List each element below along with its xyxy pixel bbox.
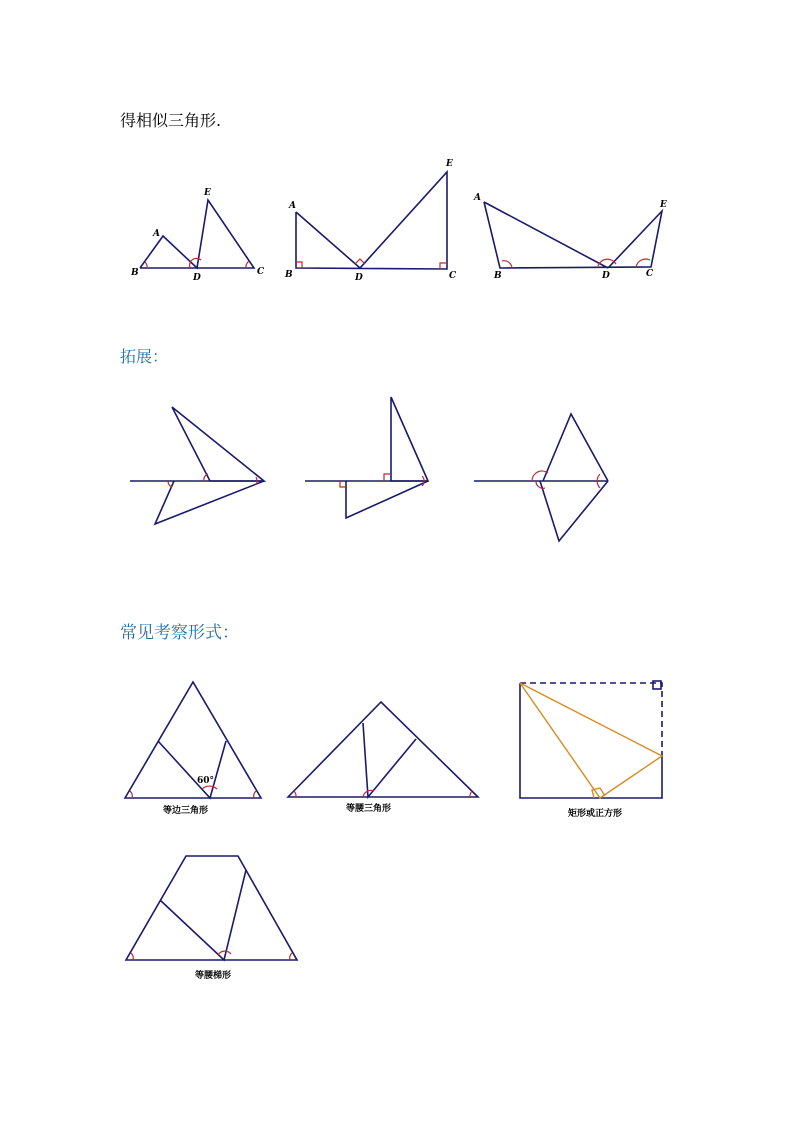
right-angle-lower [340,481,346,487]
intro-text: 得相似三角形. [120,111,222,130]
inner-lines [158,741,226,798]
common-forms-title: 常见考察形式： [120,623,239,643]
inner-lines [160,870,246,960]
right-angle-upper [384,474,391,481]
angle-mark-right [254,791,256,798]
trapezoid-caption: 等腰梯形 [195,971,232,981]
trapezoid-form [126,856,297,981]
angle-mark-right [290,953,292,960]
diagram-3-lines [484,202,662,268]
label-b: B [285,270,293,280]
label-a: A [153,229,160,239]
rectangle-solid-edges [520,683,662,798]
lower-triangle [540,481,608,541]
label-c: C [257,267,265,277]
right-angle-b [296,262,302,268]
orange-triangle [520,683,662,798]
diagram-2-lines [296,172,447,269]
diagram-3 [473,193,667,281]
rectangle-caption: 矩形或正方形 [568,809,623,819]
angle-mark-left [131,953,133,960]
extension-title: 拓展： [120,347,169,366]
label-a: A [289,201,296,211]
upper-triangle [543,414,608,481]
label-e: E [446,159,453,169]
label-b: B [131,268,139,278]
upper-triangle [172,407,264,481]
label-e: E [660,200,667,210]
diagram-1 [130,188,265,283]
isosceles-caption: 等腰三角形 [346,804,392,814]
label-c: C [646,269,654,279]
lower-triangle [155,481,264,524]
angle-mark-left [294,791,296,797]
right-angle-d [355,259,365,264]
label-c: C [449,271,457,281]
diagram-3-line-ad [484,202,608,268]
lower-right-triangle [346,481,428,518]
angle-label: 60° [197,776,215,786]
inner-lines [363,723,416,797]
angle-mark-middle [218,951,231,955]
upper-right-triangle [391,397,428,481]
angle-mark-right [470,791,472,797]
label-d: D [602,271,610,281]
equilateral-triangle-form [125,682,261,816]
angle-mark-b [145,262,147,268]
extension-diagram-2 [305,397,428,518]
label-b: B [494,271,502,281]
right-angle-c [440,263,447,269]
angle-mark-b [502,261,512,268]
label-d: D [355,273,363,283]
angle-mark-60 [202,786,217,789]
extension-diagram-1 [130,407,264,524]
equilateral-outline [125,682,261,798]
label-e: E [204,188,211,198]
isosceles-outline [288,702,478,797]
diagram-2 [284,159,457,283]
angle-mark-c [246,261,249,268]
isosceles-triangle-form [288,702,478,814]
angle-mark-left [130,791,132,798]
label-d: D [193,273,201,283]
trapezoid-outline [126,856,297,960]
extension-diagram-3 [474,414,608,541]
label-a: A [474,193,481,203]
angle-mark-c [636,259,650,267]
rectangle-form [520,681,662,819]
equilateral-caption: 等边三角形 [163,806,209,816]
